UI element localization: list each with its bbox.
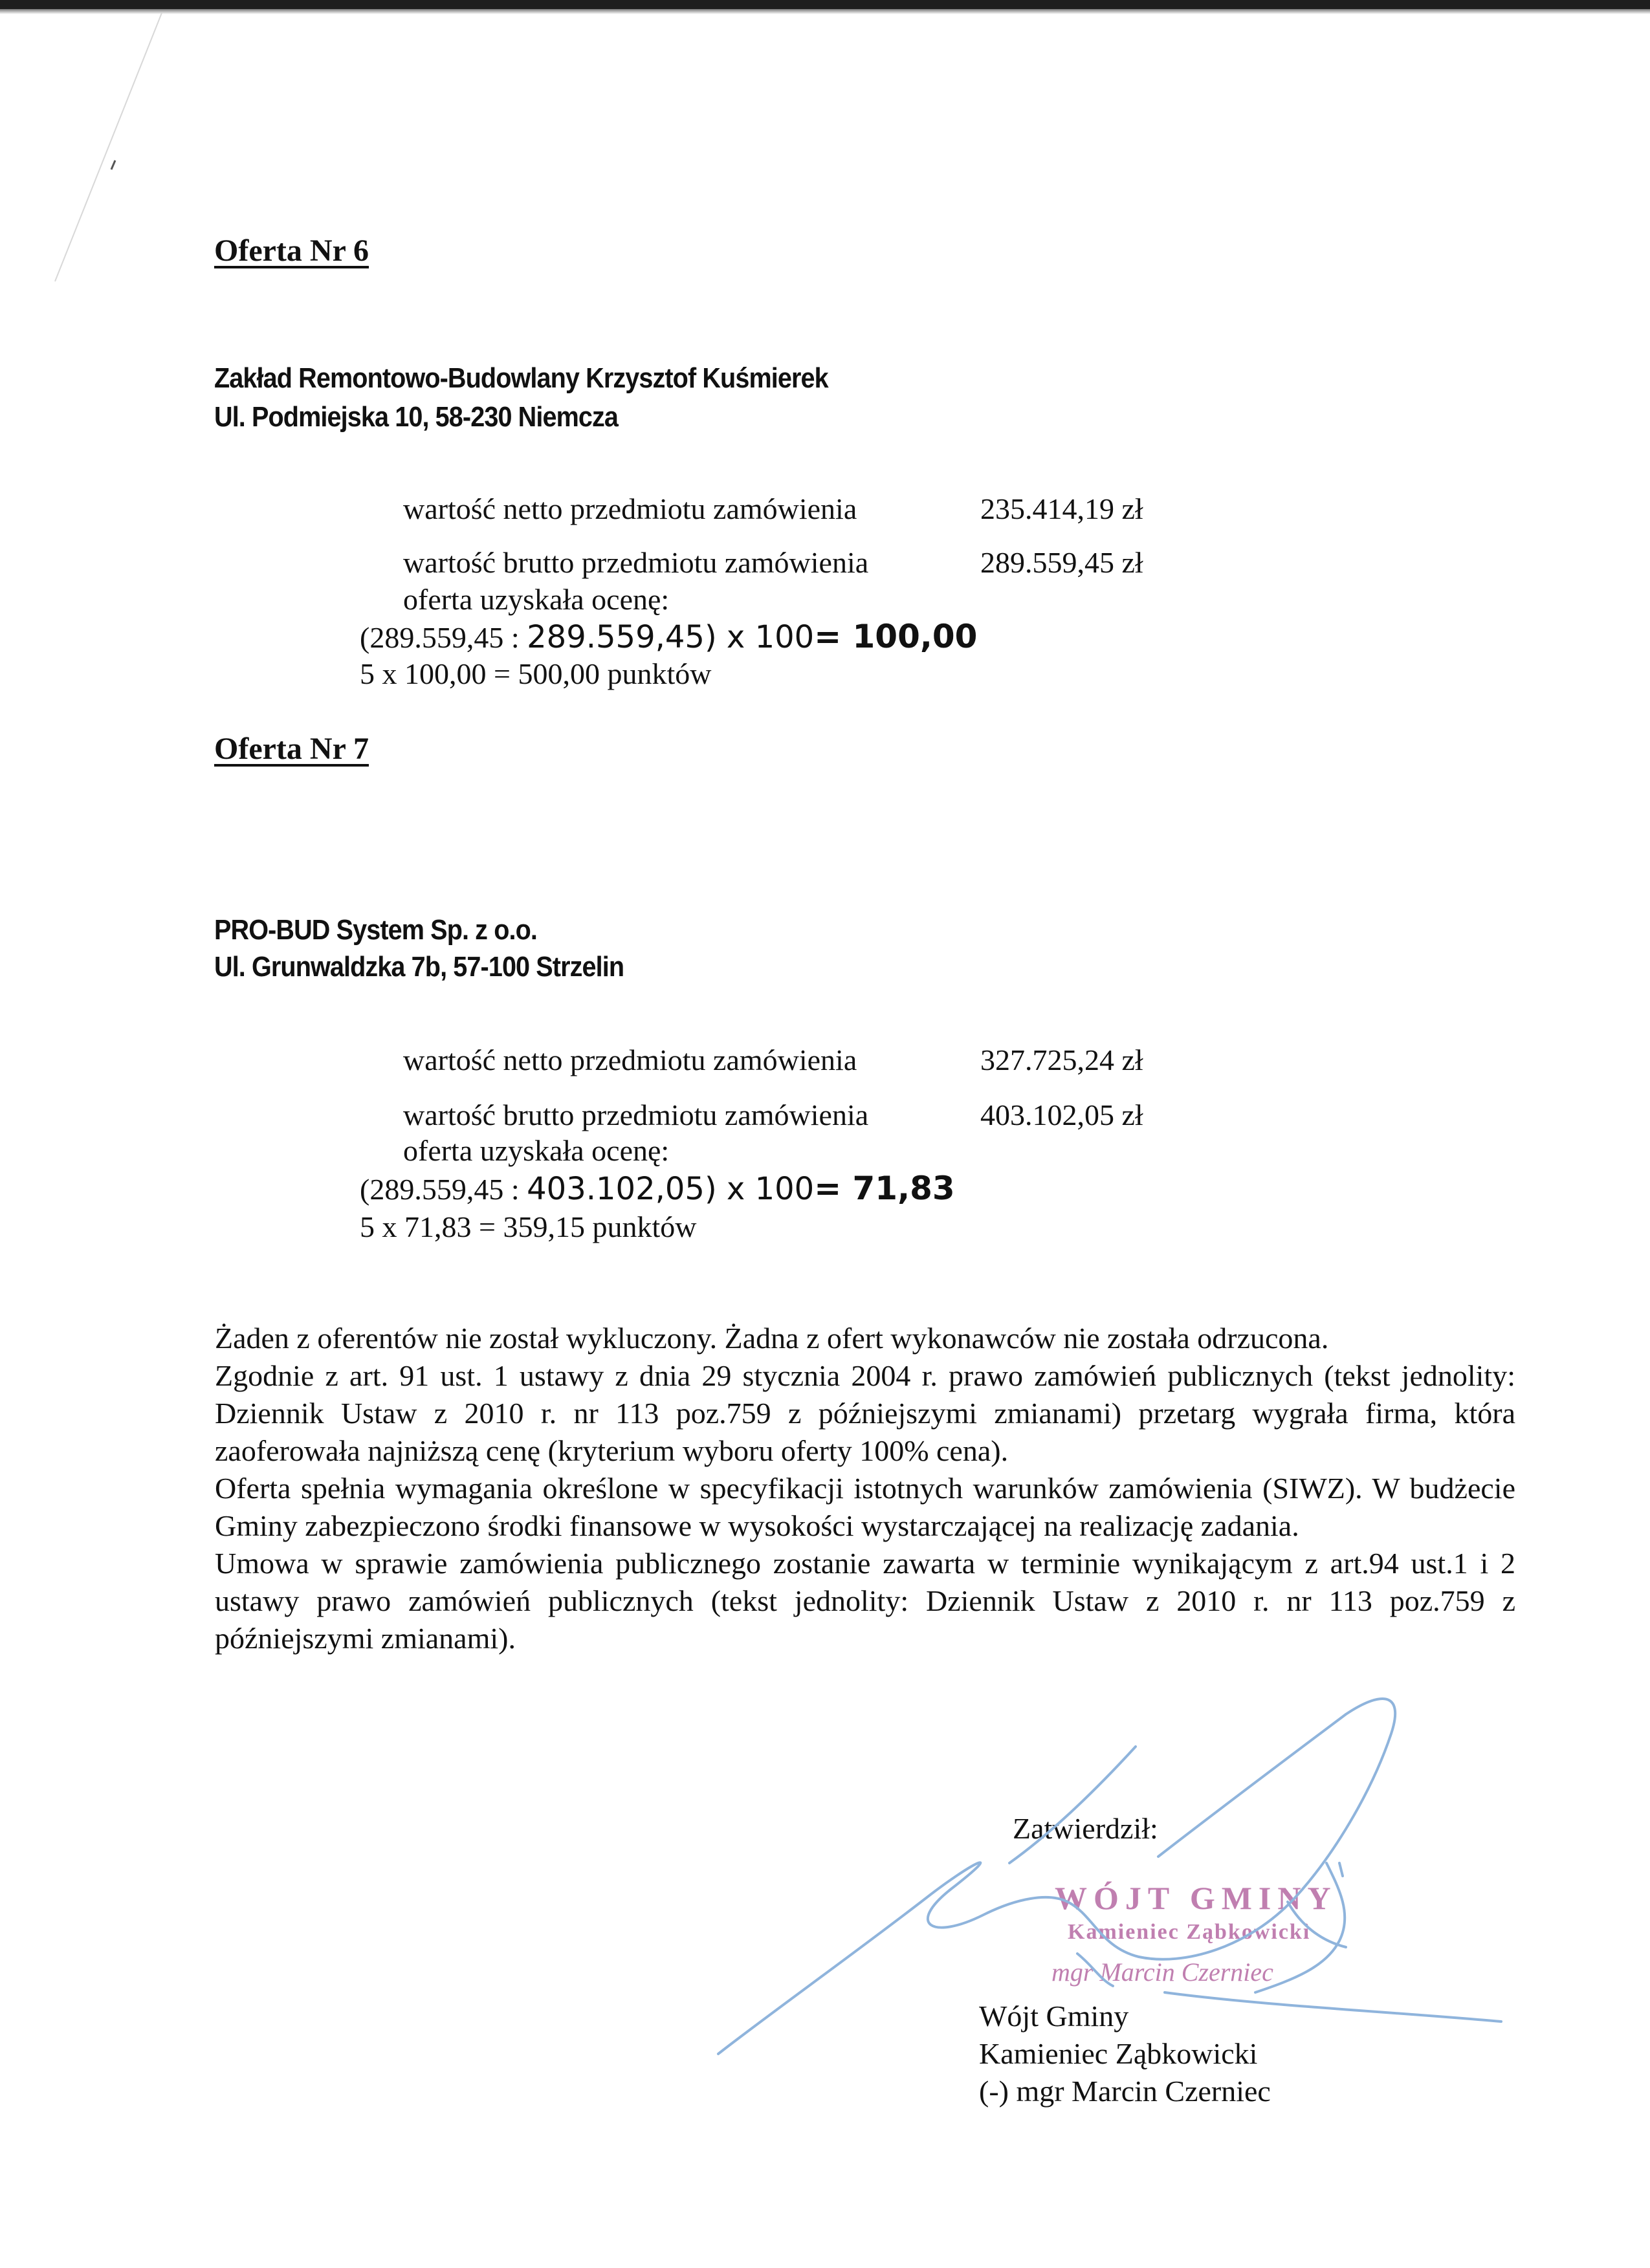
- scan-top-shadow: [0, 9, 1650, 14]
- formula-mult: ) x 100: [704, 1171, 815, 1207]
- offer-6-points: 5 x 100,00 = 500,00 punktów: [360, 657, 712, 690]
- offer-7-gross-value: 403.102,05 zł: [980, 1098, 1143, 1131]
- formula-result: = 100,00: [814, 618, 978, 655]
- offer-7-points: 5 x 71,83 = 359,15 punktów: [360, 1210, 697, 1243]
- offer-6-net-value: 235.414,19 zł: [980, 492, 1143, 525]
- summary-text: [215, 1320, 1515, 1657]
- formula-open: (289.559,45 :: [360, 621, 527, 654]
- offer-6-net-label: wartość netto przedmiotu zamówienia: [403, 492, 857, 525]
- offer-6-company-name: Zakład Remontowo-Budowlany Krzysztof Kuśmierek: [214, 362, 828, 394]
- formula-result: = 71,83: [814, 1170, 955, 1207]
- summary-paragraph-3: Oferta spełnia wymagania określone w specyfikacji istotnych warunków zamówienia (SIWZ). W budżecie Gminy zabezpieczono środki finansowe w wysokości wystarczającej na realizację zadania.: [215, 1472, 1515, 1542]
- offer-6-gross-label: wartość brutto przedmiotu zamówienia: [403, 546, 869, 579]
- offer-7-net-value: 327.725,24 zł: [980, 1043, 1143, 1076]
- offer-7-gross-label: wartość brutto przedmiotu zamówienia: [403, 1098, 869, 1131]
- offer-6-formula: [360, 618, 977, 655]
- offer-6-heading: Oferta Nr 6: [214, 234, 369, 268]
- offer-7-net-label: wartość netto przedmiotu zamówienia: [403, 1043, 857, 1076]
- offer-6-score-label: oferta uzyskała ocenę:: [403, 583, 670, 616]
- approval-line-1: Wójt Gminy: [979, 2000, 1129, 2033]
- formula-divisor: 403.102,05: [527, 1171, 705, 1207]
- offer-7-score-label: oferta uzyskała ocenę:: [403, 1134, 670, 1167]
- stamp-municipality: Kamieniec Ząbkowicki: [1068, 1920, 1311, 1944]
- summary-paragraph-1: Żaden z oferentów nie został wykluczony. Żadna z ofert wykonawców nie została odrzucona.: [215, 1322, 1329, 1355]
- approval-label: Zatwierdził:: [1013, 1812, 1158, 1845]
- formula-divisor: 289.559,45: [527, 619, 705, 655]
- offer-6-company-address: Ul. Podmiejska 10, 58-230 Niemcza: [214, 401, 619, 433]
- offer-7-company-name: PRO-BUD System Sp. z o.o.: [214, 914, 537, 946]
- scan-top-edge: [0, 0, 1650, 9]
- stamp-title: WÓJT GMINY: [1055, 1880, 1337, 1916]
- approval-line-2: Kamieniec Ząbkowicki: [979, 2037, 1258, 2070]
- formula-open: (289.559,45 :: [360, 1173, 527, 1206]
- stamp-official: mgr Marcin Czerniec: [1051, 1957, 1273, 1987]
- offer-7-heading: Oferta Nr 7: [214, 732, 369, 766]
- summary-paragraph-2: Zgodnie z art. 91 ust. 1 ustawy z dnia 29 stycznia 2004 r. prawo zamówień publicznych (tekst jednolity: Dziennik Ustaw z 2010 r. nr 113 poz.759 z późniejszymi zmianami) przetarg wygrała firma, która zaoferowała najniższą cenę (kryterium wyboru oferty 100% cena).: [215, 1359, 1515, 1467]
- approval-line-3: (-) mgr Marcin Czerniec: [979, 2075, 1271, 2108]
- offer-7-formula: [360, 1170, 955, 1207]
- formula-mult: ) x 100: [704, 619, 815, 655]
- offer-6-gross-value: 289.559,45 zł: [980, 546, 1143, 579]
- summary-paragraph-4: Umowa w sprawie zamówienia publicznego zostanie zawarta w terminie wynikającym z art.94 ust.1 i 2 ustawy prawo zamówień publicznych (tekst jednolity: Dziennik Ustaw z 2010 r. nr 113 poz.759 z późniejszymi zmianami).: [215, 1547, 1515, 1655]
- offer-7-company-address: Ul. Grunwaldzka 7b, 57-100 Strzelin: [214, 951, 624, 983]
